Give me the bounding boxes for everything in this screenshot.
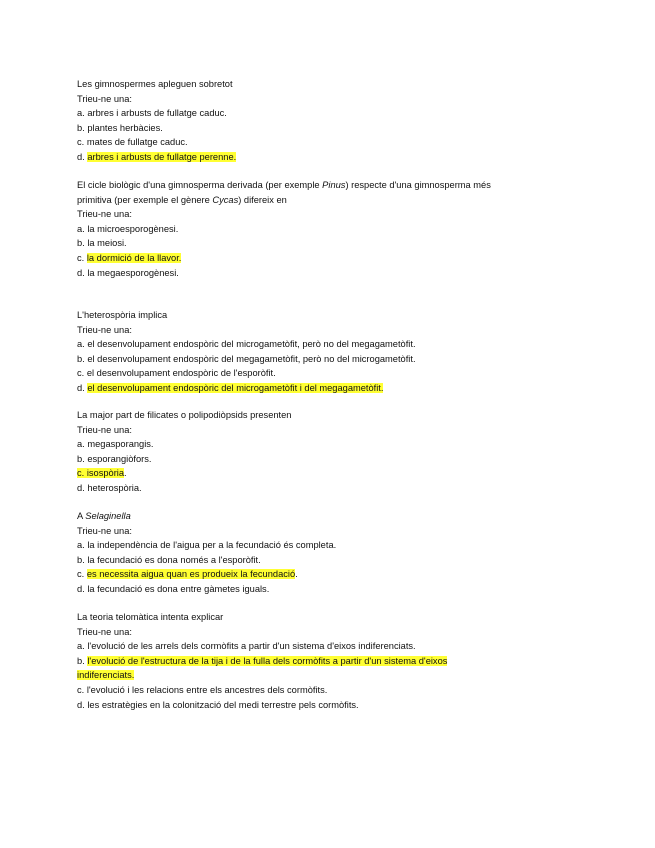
option-b[interactable]: b. plantes herbàcies.	[77, 122, 163, 133]
option-d[interactable]: d. la megaesporogènesi.	[77, 267, 179, 278]
option-a[interactable]: a. l'evolució de les arrels dels cormòfits a partir d'un sistema d'eixos indiferenciats.	[77, 641, 416, 652]
question-5	[77, 509, 577, 597]
question-stem: Les gimnospermes apleguen sobretot	[77, 79, 233, 89]
option-c[interactable]: c. el desenvolupament endospòric de l'esporòfit.	[77, 368, 276, 379]
option-d[interactable]: d. el desenvolupament endospòric del microgametòfit i del megagametòfit.	[77, 382, 384, 393]
option-a[interactable]: a. arbres i arbusts de fullatge caduc.	[77, 108, 227, 119]
option-c[interactable]: c. es necessita aigua quan es produeix la fecundació.	[77, 569, 298, 580]
option-c[interactable]: c. la dormició de la llavor.	[77, 252, 182, 263]
option-a[interactable]: a. el desenvolupament endospòric del microgametòfit, però no del megagametòfit.	[77, 339, 416, 350]
option-b[interactable]: b. l'evolució de l'estructura de la tija i de la fulla dels cormòfits a partir d'un sistema d'eixos	[77, 655, 448, 666]
question-prompt: Trieu-ne una:	[77, 93, 132, 104]
highlighted-answer: la dormició de la llavor.	[86, 252, 182, 263]
option-a[interactable]: a. la independència de l'aigua per a la fecundació és completa.	[77, 540, 337, 551]
option-b-continued: indiferenciats.	[77, 670, 135, 681]
highlighted-answer: es necessita aigua quan es produeix la fecundació	[86, 569, 296, 580]
option-b[interactable]: b. esporangiòfors.	[77, 453, 152, 464]
question-prompt: Trieu-ne una:	[77, 424, 132, 435]
option-a[interactable]: a. megasporangis.	[77, 439, 154, 450]
question-prompt: Trieu-ne una:	[77, 209, 132, 220]
question-3	[77, 308, 577, 396]
question-6	[77, 610, 577, 712]
question-2	[77, 178, 577, 280]
question-prompt: Trieu-ne una:	[77, 626, 132, 637]
highlighted-answer: el desenvolupament endospòric del microgametòfit i del megagametòfit.	[87, 382, 384, 393]
question-1	[77, 77, 577, 165]
option-d[interactable]: d. heterospòria.	[77, 482, 142, 493]
question-stem: A Selaginella	[77, 511, 131, 521]
option-b[interactable]: b. la meiosi.	[77, 238, 127, 249]
option-d[interactable]: d. les estratègies en la colonització del medi terrestre pels cormòfits.	[77, 699, 359, 710]
question-4	[77, 408, 577, 496]
option-d[interactable]: d. arbres i arbusts de fullatge perenne.	[77, 151, 237, 162]
option-b[interactable]: b. la fecundació es dona només a l'esporòfit.	[77, 554, 261, 565]
question-stem: El cicle biològic d'una gimnosperma derivada (per exemple Pinus) respecte d'una gimnosperma més	[77, 180, 491, 190]
question-stem: La teoria telomàtica intenta explicar	[77, 612, 224, 622]
option-c[interactable]: c. mates de fullatge caduc.	[77, 137, 188, 148]
highlighted-answer: arbres i arbusts de fullatge perenne.	[87, 151, 237, 162]
question-stem: L'heterospòria implica	[77, 310, 168, 320]
question-prompt: Trieu-ne una:	[77, 324, 132, 335]
option-b[interactable]: b. el desenvolupament endospòric del megagametòfit, però no del microgametòfit.	[77, 353, 416, 364]
option-c[interactable]: c. isospòria.	[77, 468, 127, 479]
question-prompt: Trieu-ne una:	[77, 525, 132, 536]
highlighted-answer: isospòria	[86, 468, 125, 479]
option-c[interactable]: c. l'evolució i les relacions entre els ancestres dels cormòfits.	[77, 684, 328, 695]
question-stem-continued: primitiva (per exemple el gènere Cycas) difereix en	[77, 194, 287, 205]
question-stem: La major part de filicates o polipodiòpsids presenten	[77, 410, 292, 420]
highlighted-answer: l'evolució de l'estructura de la tija i de la fulla dels cormòfits a partir d'un sistema d'eixos	[87, 655, 448, 666]
option-a[interactable]: a. la microesporogènesi.	[77, 223, 179, 234]
option-d[interactable]: d. la fecundació es dona entre gàmetes iguals.	[77, 583, 270, 594]
